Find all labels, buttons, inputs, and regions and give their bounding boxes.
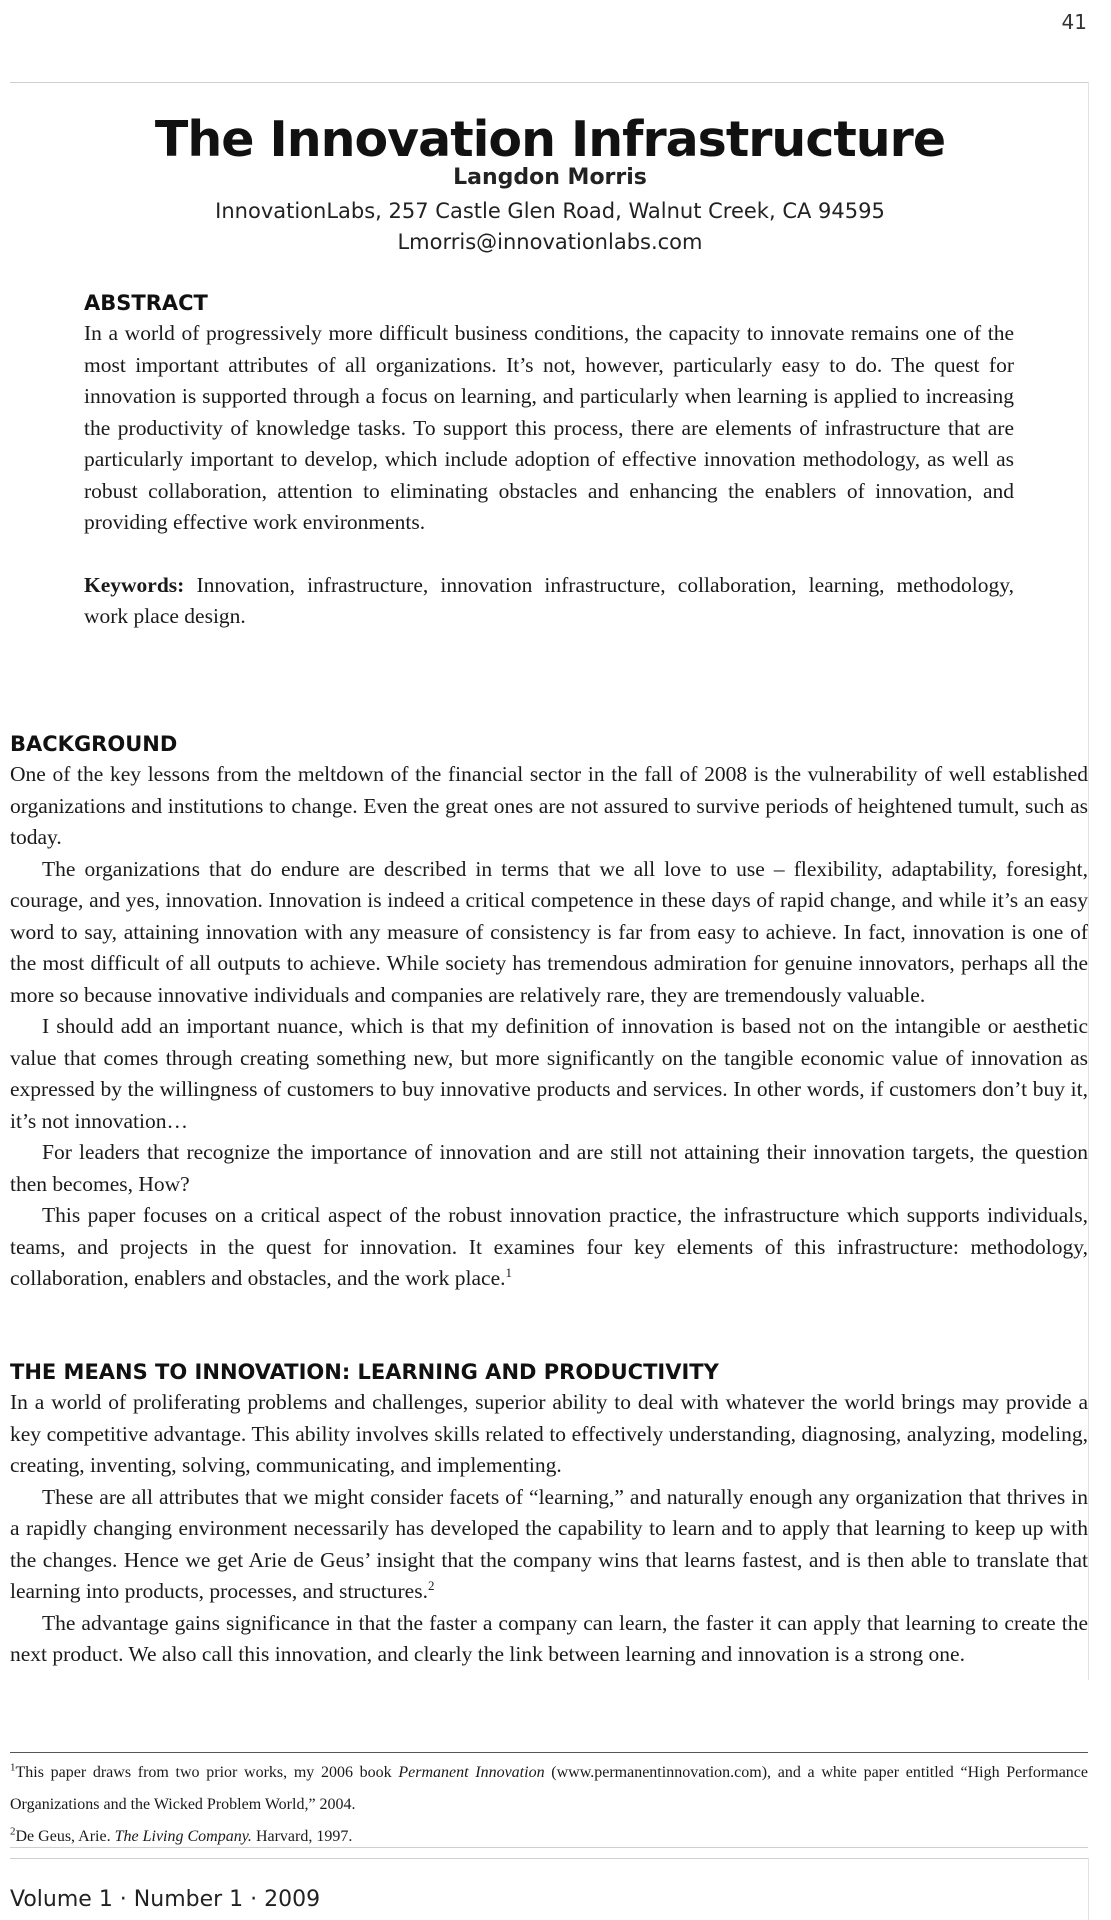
paper-title: The Innovation Infrastructure xyxy=(154,110,946,168)
background-section xyxy=(10,729,1088,1295)
paragraph xyxy=(10,1482,1088,1608)
paragraph xyxy=(10,1200,1088,1295)
footnote-rule xyxy=(10,1752,1088,1753)
keywords-list: Innovation, infrastructure, innovation infrastructure, collaboration, learning, methodology, work place design. xyxy=(84,572,1014,628)
footnote-text: De Geus, Arie. xyxy=(15,1828,115,1845)
footnote-book-title: Permanent Innovation xyxy=(398,1764,545,1781)
paragraph: For leaders that recognize the importance of innovation and are still not attaining their innovation targets, the question then becomes, How? xyxy=(10,1140,1088,1196)
means-section xyxy=(10,1357,1088,1671)
abstract-section xyxy=(84,288,1014,633)
footnote-1 xyxy=(10,1757,1088,1821)
paragraph-text: These are all attributes that we might consider facets of “learning,” and naturally enough any organization that thrives in a rapidly changing environment necessarily has developed the capability to learn and to apply that learning to keep up with the changes. Hence we get Arie de Geus’ insight that the company wins that learns fastest, and is then able to translate that learning into products, processes, and structures. xyxy=(10,1484,1088,1603)
paragraph: One of the key lessons from the meltdown of the financial sector in the fall of 2008 is the vulnerability of well established organizations and institutions to change. Even the great ones are not assured to survive periods of heightened tumult, such as today. xyxy=(10,762,1088,849)
footnote-text: (www.permanentinnovation.com), and a white paper entitled “High Performance Organizations and the Wicked Problem World,” 2004. xyxy=(10,1764,1088,1813)
footnote-ref[interactable]: 2 xyxy=(427,1577,435,1593)
paragraph: The organizations that do endure are described in terms that we all love to use – flexibility, adaptability, foresight, courage, and yes, innovation. Innovation is indeed a critical competence in these days of rapid change, and while it’s an easy word to say, attaining innovation with any measure of consistency is far from easy to achieve. In fact, innovation is one of the most difficult of all outputs to achieve. While society has tremendous admiration for genuine innovators, perhaps all the more so because innovative individuals and companies are relatively rare, they are tremendously valuable. xyxy=(10,856,1088,1007)
paragraph: The advantage gains significance in that the faster a company can learn, the faster it can apply that learning to create the next product. We also call this innovation, and clearly the link between learning and innovation is a strong one. xyxy=(10,1610,1088,1666)
author-email: Lmorris@innovationlabs.com xyxy=(397,230,703,254)
paragraph: I should add an important nuance, which is that my definition of innovation is based not on the intangible or aesthetic value that comes through creating something new, but more significantly on the tangible economic value of innovation as expressed by the willingness of customers to buy innovative products and services. In other words, if customers don’t buy it, it’s not innovation… xyxy=(10,1014,1088,1133)
abstract-heading: ABSTRACT xyxy=(84,291,208,315)
paragraph: In a world of proliferating problems and challenges, superior ability to deal with whatever the world brings may provide a key competitive advantage. This ability involves skills related to effectively understanding, diagnosing, analyzing, modeling, creating, inventing, solving, communicating, and implementing. xyxy=(10,1390,1088,1477)
footnote-number: 2 xyxy=(10,1825,16,1838)
footer-rule xyxy=(10,1858,1088,1859)
footnotes xyxy=(10,1757,1088,1853)
footnote-bottom-rule xyxy=(10,1847,1088,1848)
footnote-ref[interactable]: 1 xyxy=(505,1264,513,1280)
means-heading: THE MEANS TO INNOVATION: LEARNING AND PRODUCTIVITY xyxy=(10,1360,719,1384)
right-margin-line xyxy=(1088,82,1089,1680)
author-affiliation: InnovationLabs, 257 Castle Glen Road, Walnut Creek, CA 94595 xyxy=(215,199,885,223)
author-affiliation-block xyxy=(0,196,1100,258)
keywords xyxy=(84,570,1014,633)
background-heading: BACKGROUND xyxy=(10,732,178,756)
footnote-text: Harvard, 1997. xyxy=(251,1828,353,1845)
footer-right-line xyxy=(1088,1858,1089,1920)
paragraph-text: This paper focuses on a critical aspect of the robust innovation practice, the infrastructure which supports individuals, teams, and projects in the quest for innovation. It examines four key elements of this infrastructure: methodology, collaboration, enablers and obstacles, and the work place. xyxy=(10,1203,1088,1290)
footnote-book-title: The Living Company. xyxy=(114,1828,252,1845)
header-rule xyxy=(10,82,1088,83)
keywords-label: Keywords: xyxy=(84,572,185,597)
abstract-text: In a world of progressively more difficult business conditions, the capacity to innovate remains one of the most important attributes of all organizations. It’s not, however, particularly easy to do. The quest for innovation is supported through a focus on learning, and particularly when learning is applied to increasing the productivity of knowledge tasks. To support this process, there are elements of infrastructure that are particularly important to develop, which include adoption of effective innovation methodology, as well as robust collaboration, attention to eliminating obstacles and enhancing the enablers of innovation, and providing effective work environments. xyxy=(84,321,1014,534)
author-name: Langdon Morris xyxy=(453,165,647,190)
footnote-text: This paper draws from two prior works, my 2006 book xyxy=(15,1764,399,1781)
page-number: 41 xyxy=(1061,10,1087,34)
volume-info: Volume 1 · Number 1 · 2009 xyxy=(10,1887,321,1912)
footnote-number: 1 xyxy=(10,1761,16,1774)
footnote-2 xyxy=(10,1821,1088,1853)
